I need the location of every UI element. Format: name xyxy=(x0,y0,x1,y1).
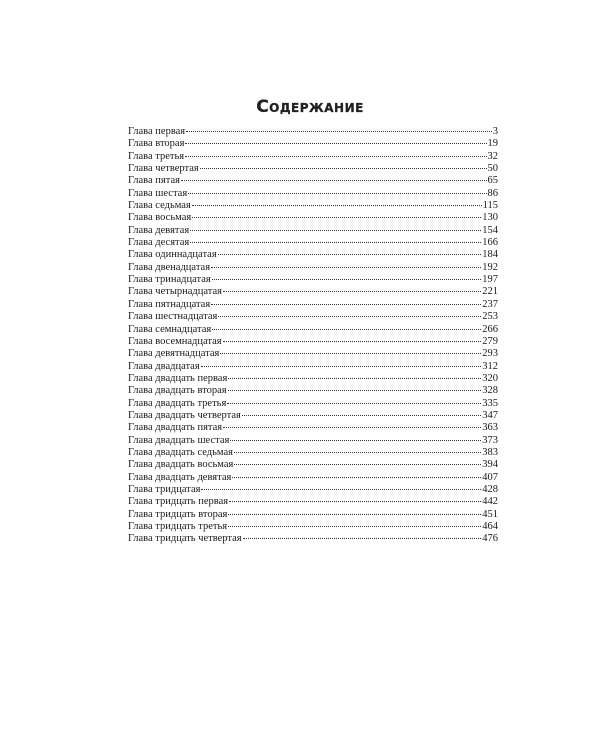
toc-entry-label: Глава двадцать четвертая xyxy=(128,409,241,421)
dot-leader xyxy=(230,440,481,441)
toc-entry[interactable] xyxy=(128,336,498,348)
toc-entry[interactable] xyxy=(128,484,498,496)
toc-entry-label: Глава двадцать восьмая xyxy=(128,459,234,471)
toc-entry[interactable] xyxy=(128,237,498,249)
toc-entry[interactable] xyxy=(128,200,498,212)
toc-entry-label: Глава четвертая xyxy=(128,163,199,175)
toc-entry[interactable] xyxy=(128,459,498,471)
toc-entry-label: Глава тридцать третья xyxy=(128,521,228,532)
dot-leader xyxy=(185,143,486,144)
toc-entry-page-number: 253 xyxy=(482,311,498,323)
dot-leader xyxy=(188,193,486,194)
toc-entry[interactable] xyxy=(128,138,498,150)
toc-entry-label: Глава тридцать первая xyxy=(128,496,229,508)
dot-leader xyxy=(228,514,481,515)
toc-entry-page-number: 184 xyxy=(482,249,498,261)
toc-entry[interactable] xyxy=(128,385,498,397)
dot-leader xyxy=(223,427,481,428)
dot-leader xyxy=(218,316,481,317)
toc-entry-page-number: 50 xyxy=(487,163,498,175)
toc-entry[interactable] xyxy=(128,188,498,200)
dot-leader xyxy=(234,464,481,465)
dot-leader xyxy=(185,156,486,157)
toc-entry[interactable] xyxy=(128,274,498,286)
dot-leader xyxy=(181,180,487,181)
dot-leader xyxy=(201,366,482,367)
toc-entry-page-number: 394 xyxy=(482,459,498,471)
toc-entry[interactable] xyxy=(128,249,498,261)
toc-entry[interactable] xyxy=(128,533,498,545)
dot-leader xyxy=(229,501,481,502)
toc-entry[interactable] xyxy=(128,422,498,434)
dot-leader xyxy=(211,267,481,268)
toc-entry-label: Глава седьмая xyxy=(128,200,191,212)
toc-entry-page-number: 320 xyxy=(482,372,498,384)
toc-entry-page-number: 197 xyxy=(482,274,498,286)
dot-leader xyxy=(186,131,492,132)
toc-entry-label: Глава двадцать пятая xyxy=(128,422,223,434)
toc-entry-page-number: 312 xyxy=(482,360,498,372)
toc-entry-label: Глава двенадцатая xyxy=(128,261,211,273)
dot-leader xyxy=(220,353,481,354)
toc-entry[interactable] xyxy=(128,509,498,521)
toc-entry[interactable] xyxy=(128,163,498,175)
toc-entry-page-number: 279 xyxy=(482,335,498,347)
toc-entry-page-number: 442 xyxy=(482,496,498,508)
dot-leader xyxy=(212,279,482,280)
toc-entry-page-number: 335 xyxy=(482,397,498,409)
toc-entry-page-number: 451 xyxy=(482,508,498,520)
toc-entry-label: Глава шестая xyxy=(128,187,188,199)
toc-entry-page-number: 3 xyxy=(492,126,498,137)
toc-entry-label: Глава тринадцатая xyxy=(128,274,211,286)
dot-leader xyxy=(192,217,481,218)
toc-title: Содержание xyxy=(256,97,364,117)
toc-list xyxy=(128,126,498,546)
toc-entry-label: Глава двадцатая xyxy=(128,360,200,372)
toc-entry[interactable] xyxy=(128,496,498,508)
toc-entry[interactable] xyxy=(128,447,498,459)
toc-entry-page-number: 86 xyxy=(487,187,498,199)
toc-entry-page-number: 154 xyxy=(482,224,498,236)
toc-entry[interactable] xyxy=(128,324,498,336)
toc-entry[interactable] xyxy=(128,435,498,447)
toc-entry-page-number: 192 xyxy=(482,261,498,273)
toc-entry-page-number: 65 xyxy=(487,175,498,187)
toc-entry[interactable] xyxy=(128,151,498,163)
toc-entry[interactable] xyxy=(128,311,498,323)
toc-entry[interactable] xyxy=(128,521,498,533)
toc-entry-label: Глава двадцать третья xyxy=(128,397,227,409)
toc-entry-page-number: 373 xyxy=(482,434,498,446)
toc-entry[interactable] xyxy=(128,348,498,360)
toc-entry-page-number: 115 xyxy=(482,200,498,212)
dot-leader xyxy=(227,403,481,404)
dot-leader xyxy=(228,378,481,379)
toc-entry-label: Глава тридцать вторая xyxy=(128,508,228,520)
toc-entry-page-number: 328 xyxy=(482,385,498,397)
dot-leader xyxy=(228,526,481,527)
toc-entry-page-number: 428 xyxy=(482,483,498,495)
toc-entry-label: Глава первая xyxy=(128,126,186,137)
toc-entry-page-number: 407 xyxy=(482,471,498,483)
dot-leader xyxy=(228,390,482,391)
toc-entry-label: Глава пятая xyxy=(128,175,180,187)
dot-leader xyxy=(192,205,482,206)
dot-leader xyxy=(218,254,482,255)
toc-entry[interactable] xyxy=(128,472,498,484)
toc-entry-label: Глава шестнадцатая xyxy=(128,311,218,323)
toc-entry-label: Глава пятнадцатая xyxy=(128,298,211,310)
toc-entry-label: Глава семнадцатая xyxy=(128,323,212,335)
dot-leader xyxy=(243,538,482,539)
toc-entry-label: Глава двадцать шестая xyxy=(128,434,230,446)
toc-entry-page-number: 130 xyxy=(482,212,498,224)
toc-entry-page-number: 237 xyxy=(482,298,498,310)
toc-entry[interactable] xyxy=(128,361,498,373)
toc-entry-page-number: 293 xyxy=(482,348,498,360)
toc-entry[interactable] xyxy=(128,126,498,138)
toc-entry-page-number: 166 xyxy=(482,237,498,249)
toc-entry-label: Глава двадцать седьмая xyxy=(128,446,233,458)
toc-entry-page-number: 347 xyxy=(482,409,498,421)
dot-leader xyxy=(190,242,481,243)
dot-leader xyxy=(234,452,481,453)
toc-entry-page-number: 32 xyxy=(487,150,498,162)
toc-entry[interactable] xyxy=(128,299,498,311)
dot-leader xyxy=(201,489,481,490)
toc-entry[interactable] xyxy=(128,410,498,422)
dot-leader xyxy=(212,329,481,330)
toc-entry-label: Глава восьмая xyxy=(128,212,192,224)
toc-entry[interactable] xyxy=(128,175,498,187)
toc-entry-label: Глава девятая xyxy=(128,224,190,236)
dot-leader xyxy=(211,304,481,305)
toc-entry-label: Глава девятнадцатая xyxy=(128,348,220,360)
toc-entry-label: Глава двадцать вторая xyxy=(128,385,227,397)
dot-leader xyxy=(190,230,481,231)
toc-entry-label: Глава двадцать девятая xyxy=(128,471,232,483)
toc-entry-label: Глава третья xyxy=(128,150,185,162)
dot-leader xyxy=(223,291,481,292)
toc-entry-label: Глава четырнадцатая xyxy=(128,286,222,298)
dot-leader xyxy=(200,168,487,169)
toc-entry-label: Глава двадцать первая xyxy=(128,372,228,384)
toc-entry-label: Глава тридцать четвертая xyxy=(128,533,242,545)
toc-entry[interactable] xyxy=(128,373,498,385)
toc-entry[interactable] xyxy=(128,286,498,298)
toc-entry-page-number: 19 xyxy=(487,138,498,150)
toc-entry[interactable] xyxy=(128,225,498,237)
dot-leader xyxy=(242,415,481,416)
toc-entry-label: Глава восемнадцатая xyxy=(128,335,222,347)
toc-entry-page-number: 363 xyxy=(482,422,498,434)
dot-leader xyxy=(223,341,482,342)
toc-entry-label: Глава одиннадцатая xyxy=(128,249,217,261)
toc-entry-page-number: 221 xyxy=(482,286,498,298)
toc-entry-page-number: 464 xyxy=(482,521,498,532)
toc-entry[interactable] xyxy=(128,398,498,410)
toc-entry-label: Глава вторая xyxy=(128,138,185,150)
toc-entry-page-number: 383 xyxy=(482,446,498,458)
toc-entry-label: Глава десятая xyxy=(128,237,190,249)
toc-entry-page-number: 266 xyxy=(482,323,498,335)
toc-entry-page-number: 476 xyxy=(482,533,498,545)
toc-entry-label: Глава тридцатая xyxy=(128,483,201,495)
dot-leader xyxy=(232,477,481,478)
toc-entry[interactable] xyxy=(128,212,498,224)
toc-entry[interactable] xyxy=(128,262,498,274)
